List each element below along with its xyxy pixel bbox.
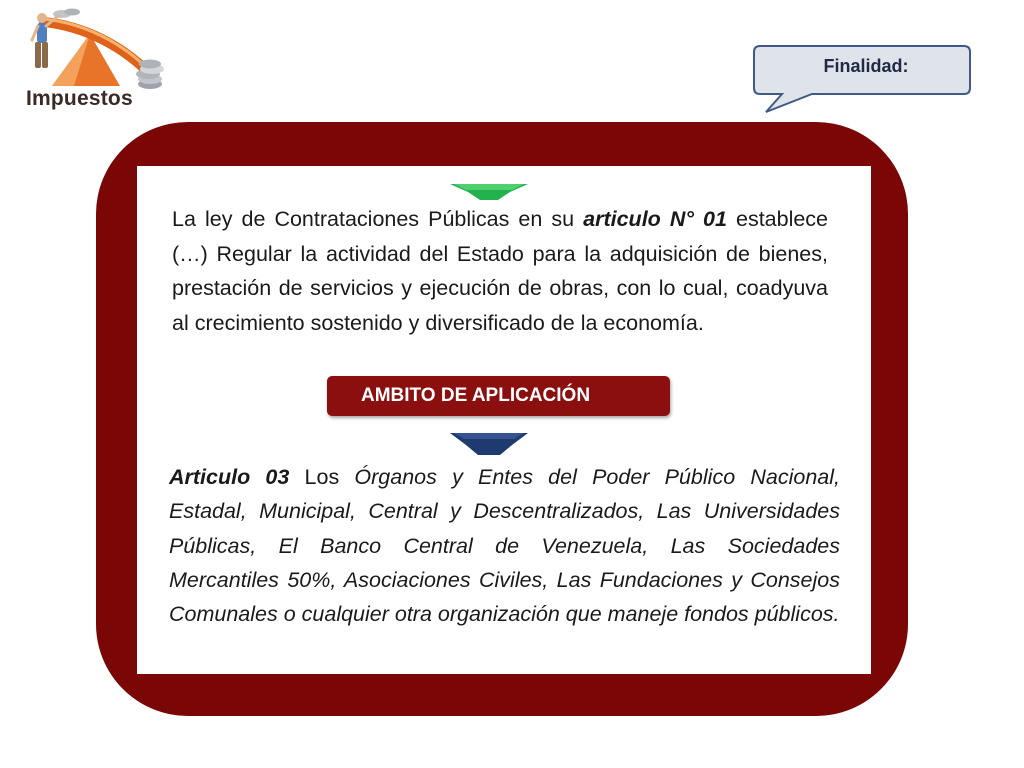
paragraph2-body: Órganos y Entes del Poder Público Nacional, Estadal, Municipal, Central y Descentralizados, Las Universidades Públicas, El Banco Central de Venezuela, Las Sociedades Mercantiles 50%, Asociaciones Civiles, Las Fundaciones y Consejos Comunales o cualquier otra organización que maneje fondos públicos. xyxy=(169,465,840,627)
arrow-down-navy-icon xyxy=(450,433,528,457)
paragraph1-body: establece (…) Regular la actividad del Estado para la adquisición de bienes, prestación de servicios y ejecución de obras, con lo cual, coadyuva al crecimiento sostenido y diversificado de la economía. xyxy=(172,207,829,335)
speech-bubble-icon xyxy=(752,44,972,114)
paragraph1-article-ref: articulo N° 01 xyxy=(583,207,727,231)
finalidad-callout xyxy=(752,44,972,114)
paragraph2-connector: Los xyxy=(289,465,355,489)
arrow-down-green-icon xyxy=(450,184,528,202)
logo-text: Impuestos xyxy=(26,88,133,110)
paragraph2-article-ref: Articulo 03 xyxy=(169,465,290,489)
impuestos-logo xyxy=(22,4,170,112)
ambito-heading: AMBITO DE APLICACIÓN xyxy=(327,376,670,416)
finalidad-label: Finalidad: xyxy=(823,56,909,76)
finalidad-paragraph xyxy=(172,202,828,340)
paragraph1-intro: La ley de Contrataciones Públicas en su xyxy=(172,207,584,231)
ambito-paragraph xyxy=(169,460,840,631)
